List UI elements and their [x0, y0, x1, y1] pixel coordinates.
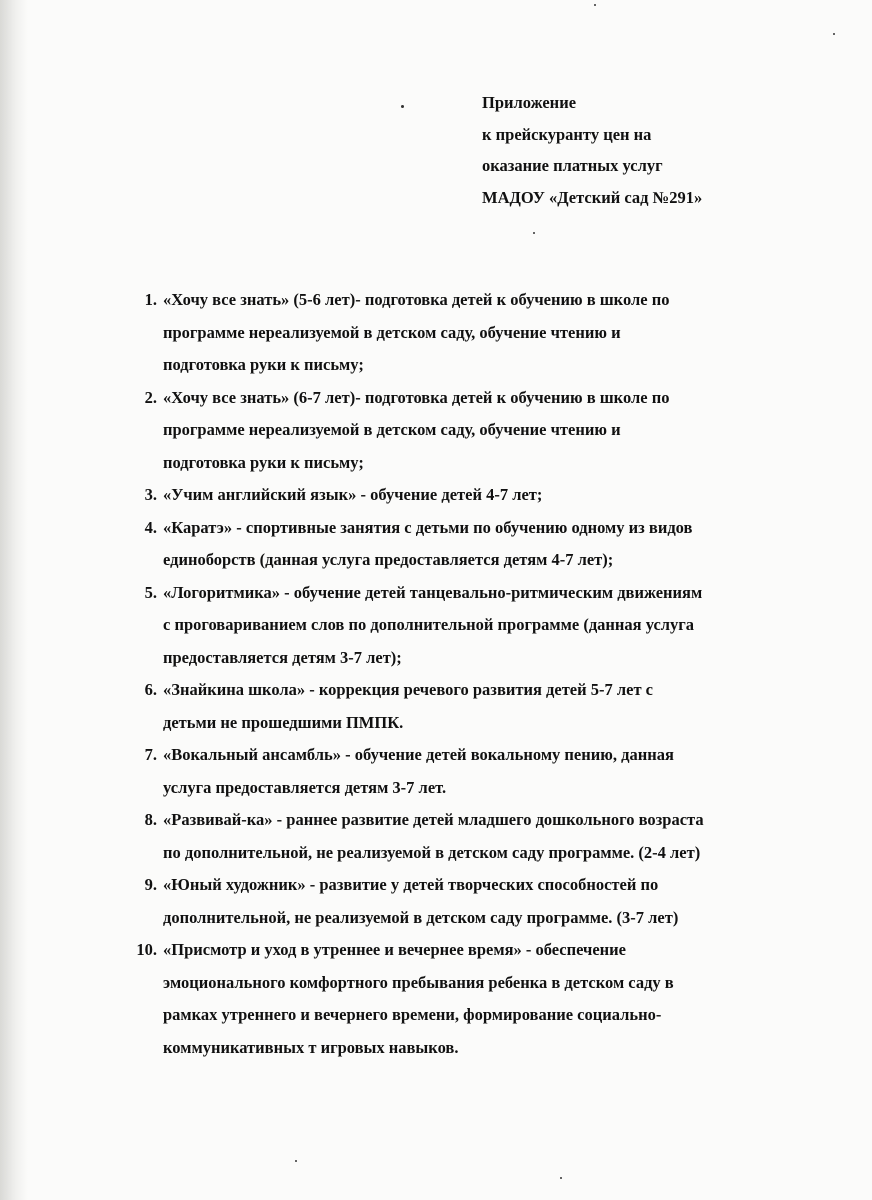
- item-number: 8.: [144, 810, 157, 829]
- item-text: [163, 869, 787, 934]
- item-line: дополнительной, не реализуемой в детском саду программе. (3-7 лет): [163, 907, 679, 927]
- item-line: эмоционального комфортного пребывания ребенка в детском саду в: [163, 972, 674, 992]
- item-line: «Вокальный ансамбль» - обучение детей вокальному пению, данная: [163, 745, 674, 764]
- item-line: рамках утреннего и вечернего времени, формирование социально-: [163, 1005, 662, 1024]
- item-line: «Присмотр и уход в утреннее и вечернее время» - обеспечение: [163, 940, 627, 959]
- scan-speck: [833, 33, 835, 35]
- item-number: 1.: [144, 290, 157, 309]
- scan-speck: [295, 1160, 297, 1162]
- item-line: услуга предоставляется детям 3-7 лет.: [163, 777, 447, 797]
- header-line: МАДОУ «Детский сад №291»: [482, 187, 703, 207]
- item-line: «Хочу все знать» (5-6 лет)- подготовка детей к обучению в школе по: [163, 290, 670, 309]
- item-line: «Хочу все знать» (6-7 лет)- подготовка детей к обучению в школе по: [163, 387, 670, 407]
- item-line: коммуникативных т игровых навыков.: [163, 1037, 459, 1057]
- item-text: [163, 577, 787, 675]
- item-text: [163, 804, 787, 869]
- item-text: [163, 934, 787, 1064]
- list-item: [127, 934, 787, 1064]
- item-text: [163, 382, 787, 480]
- item-number: 4.: [144, 517, 157, 537]
- item-line: программе нереализуемой в детском саду, обучение чтению и: [163, 420, 621, 439]
- item-line: подготовка руки к письму;: [163, 355, 364, 374]
- header-line: к прейскуранту цен на: [482, 124, 652, 144]
- item-line: «Каратэ» - спортивные занятия с детьми по обучению одному из видов: [163, 517, 693, 537]
- item-line: «Учим английский язык» - обучение детей 4-7 лет;: [163, 485, 543, 504]
- list-item: [127, 382, 787, 480]
- item-line: единоборств (данная услуга предоставляется детям 4-7 лет);: [163, 550, 614, 569]
- scan-speck: [560, 1177, 562, 1179]
- list-item: [127, 869, 787, 934]
- item-line: программе нереализуемой в детском саду, обучение чтению и: [163, 322, 621, 342]
- item-text: [163, 739, 787, 804]
- services-list: [127, 284, 787, 1064]
- item-line: «Развивай-ка» - раннее развитие детей младшего дошкольного возраста: [163, 810, 704, 829]
- header-line: Приложение: [482, 93, 577, 112]
- list-item: [127, 739, 787, 804]
- list-item: [127, 512, 787, 577]
- item-number: 5.: [144, 582, 157, 602]
- item-text: [163, 284, 787, 382]
- scan-speck: [594, 4, 596, 6]
- item-number: 10.: [136, 940, 157, 959]
- list-item: [127, 577, 787, 675]
- list-item: [127, 674, 787, 739]
- item-line: детьми не прошедшими ПМПК.: [163, 712, 404, 732]
- list-item: [127, 804, 787, 869]
- scan-speck: [533, 232, 535, 234]
- scan-speck: [401, 105, 404, 108]
- item-line: по дополнительной, не реализуемой в детском саду программе. (2-4 лет): [163, 842, 701, 862]
- item-text: [163, 479, 787, 512]
- list-item: [127, 479, 787, 512]
- item-line: «Юный художник» - развитие у детей творческих способностей по: [163, 875, 659, 894]
- item-number: 9.: [144, 875, 157, 894]
- item-number: 3.: [144, 485, 157, 504]
- appendix-header: [482, 91, 862, 217]
- item-line: с проговариванием слов по дополнительной программе (данная услуга: [163, 615, 695, 634]
- scan-edge-shadow: [0, 0, 28, 1200]
- item-line: «Знайкина школа» - коррекция речевого развития детей 5-7 лет с: [163, 680, 654, 699]
- item-number: 2.: [144, 387, 157, 407]
- item-text: [163, 674, 787, 739]
- item-number: 7.: [144, 745, 157, 764]
- item-line: подготовка руки к письму;: [163, 452, 364, 472]
- item-number: 6.: [144, 680, 157, 699]
- header-line: оказание платных услуг: [482, 156, 663, 175]
- item-line: «Логоритмика» - обучение детей танцевально-ритмическим движениям: [163, 582, 703, 602]
- item-line: предоставляется детям 3-7 лет);: [163, 647, 402, 667]
- list-item: [127, 284, 787, 382]
- item-text: [163, 512, 787, 577]
